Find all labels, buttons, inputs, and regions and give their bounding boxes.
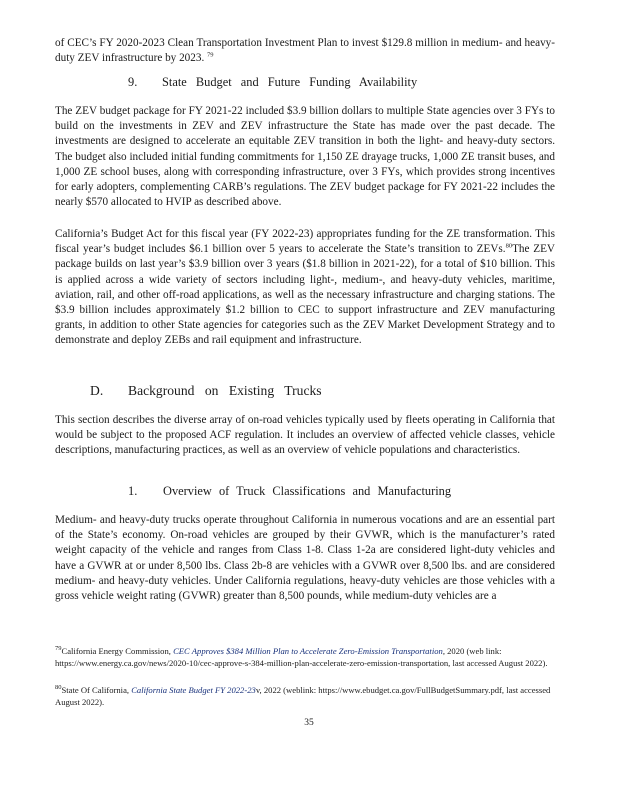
footnote-80 — [55, 684, 565, 708]
paragraph-budget-act — [55, 227, 555, 349]
intro-paragraph — [55, 36, 555, 66]
footnote-link[interactable]: California State Budget FY 2022-23 — [131, 685, 256, 695]
section-number: 1. — [128, 484, 138, 498]
section-title: Overview of Truck Classifications and Manufacturing — [163, 484, 452, 498]
paragraph-budget-act-part2: The ZEV package builds on last year’s $3.9 billion over 3 years ($1.8 billion in 2021-22), for a total of $10 billion. This is applied across a wide variety of sectors including light-, medium-, and heavy-duty vehicles, maritime, aviation, rail, and other off-road applications, as well as the necessary infrastructure and charging stations. The $3.9 billion includes approximately $1.2 billion to CEC to support infrastructure and ZEV manufacturing grants, in addition to other State agencies for categories such as the ZEV Market Development Strategy and to demonstrate and deploy ZEBs and rail equipment and infrastructure. — [55, 243, 556, 347]
footnote-author: State Of California, — [61, 685, 130, 695]
intro-text: of CEC’s FY 2020-2023 Clean Transportation Investment Plan to invest $129.8 million in medium- and heavy-duty ZEV infrastructure by 2023. — [55, 37, 555, 65]
footnote-author: California Energy Commission, — [61, 646, 171, 656]
section-9-heading — [128, 75, 417, 90]
footnote-rest: v, 2022 (weblink: https://www.ebudget.ca.gov/FullBudgetSummary.pdf, last accessed August 2022). — [55, 685, 551, 708]
footnote-79 — [55, 645, 565, 669]
page-number: 35 — [304, 718, 314, 728]
section-title: State Budget and Future Funding Availability — [162, 75, 418, 89]
section-letter: D. — [90, 383, 104, 398]
paragraph-section-overview: This section describes the diverse array of on-road vehicles typically used by fleets operating in California that would be subject to the proposed ACF regulation. It includes an overview of affected vehicle classes, vehicle descriptions, manufacturing practices, as well as an overview of vehicle populations and characteristics. — [55, 414, 555, 457]
paragraph-budget-act-part1: California’s Budget Act for this fiscal year (FY 2022-23) appropriates funding for the ZE transformation. This fiscal year’s budget includes $6.1 billion over 5 years to accelerate the State’s transition to ZEVs. — [55, 228, 555, 256]
paragraph-truck-classes: Medium- and heavy-duty trucks operate throughout California in numerous vocations and are an essential part of the State’s economy. On-road vehicles are grouped by their GVWR, which is the manufacturer’s rated weight capacity of the vehicle and ranges from Class 1-8. Class 1-2a are considered light-duty vehicles and have a GVWR at or under 8,500 lbs. Class 2b-8 are vehicles with a GVWR over 8,500 lbs. and are considered medium- and heavy-duty vehicles. Under California regulations, heavy-duty vehicles are those vehicles with a gross vehicle weight rating (GVWR) greater than 8,500 pounds, while medium-duty vehicles are a — [55, 514, 555, 603]
footnote-link[interactable]: CEC Approves $384 Million Plan to Accelerate Zero-Emission Transportation — [173, 646, 443, 656]
footnote-number: 79 — [55, 645, 62, 653]
section-1-heading — [128, 484, 451, 499]
footnote-ref-80[interactable]: 80 — [505, 242, 513, 250]
footnote-rest: , 2020 (web link: https://www.energy.ca.gov/news/2020-10/cec-approve-s-384-million-plan-accelerate-zero-emission-transportation, last accessed August 2022). — [55, 646, 548, 669]
footnote-number: 80 — [55, 684, 62, 692]
paragraph-budget-package: The ZEV budget package for FY 2021-22 included $3.9 billion dollars to multiple State agencies over 3 FYs to build on the investments in ZEV and ZEV infrastructure the State has made over the past decade. The investments are designed to accelerate an equitable ZEV transition in both the light- and heavy-duty sectors. The budget also included initial funding commitments for 1,150 ZE drayage trucks, 1,000 ZE transit buses, and 1,000 ZE school buses, along with corresponding infrastructure, over 3 FYs, which provides strong incentives for early adopters, complementing CARB’s regulations. The ZEV budget package for FY 2021-22 includes the nearly $570 allocated to HVIP as described above. — [55, 105, 555, 209]
section-D-heading — [90, 383, 322, 398]
footnote-ref-79[interactable]: 79 — [207, 51, 214, 59]
section-number: 9. — [128, 75, 138, 89]
section-title: Background on Existing Trucks — [128, 383, 322, 398]
